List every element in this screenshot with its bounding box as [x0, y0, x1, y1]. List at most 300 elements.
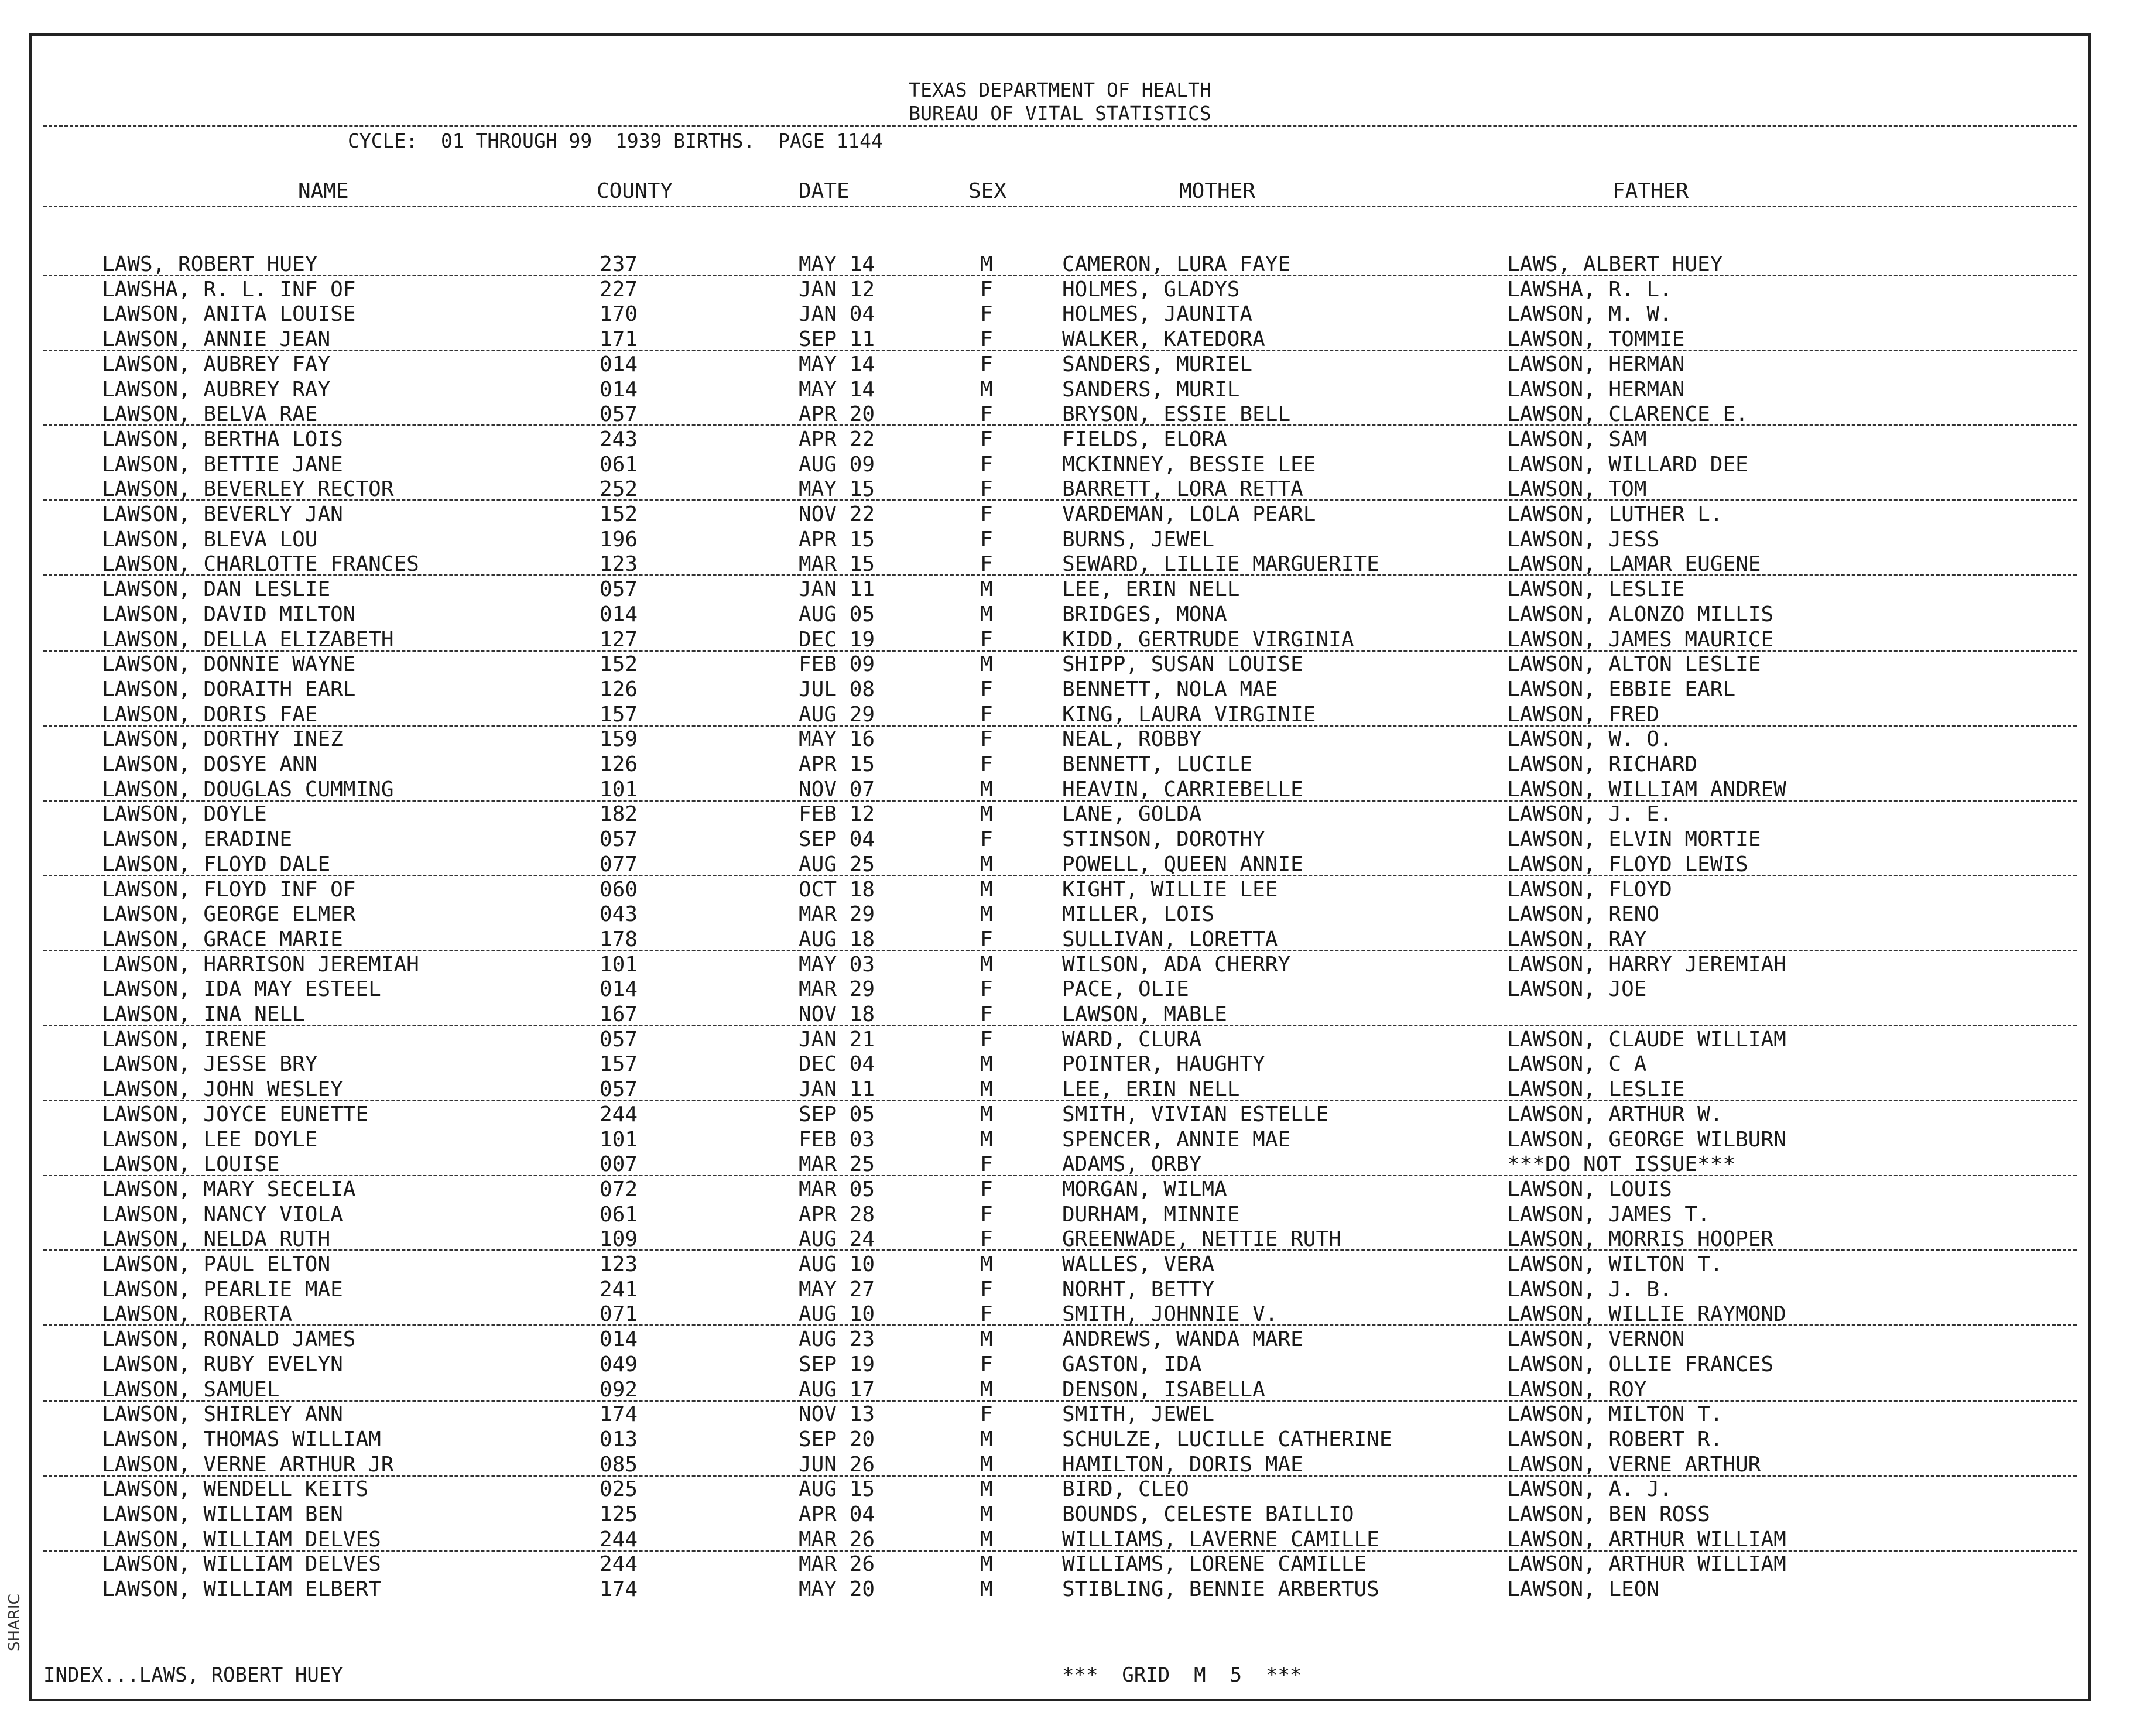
record-county: 057: [600, 1077, 638, 1102]
record-father: LAWSON, LEON: [1507, 1577, 1660, 1602]
record-row: [32, 577, 2088, 602]
record-group-divider: [43, 1025, 2077, 1026]
record-county: 159: [600, 727, 638, 752]
record-county: 061: [600, 452, 638, 477]
record-mother: GREENWADE, NETTIE RUTH: [1062, 1227, 1341, 1252]
record-father: LAWS, ALBERT HUEY: [1507, 252, 1723, 276]
record-name: LAWSHA, R. L. INF OF: [102, 277, 356, 302]
record-row: [32, 1378, 2088, 1402]
record-name: LAWSON, WENDELL KEITS: [102, 1477, 369, 1502]
record-mother: BRIDGES, MONA: [1062, 602, 1227, 626]
record-father: LAWSON, CLARENCE E.: [1507, 402, 1748, 427]
record-mother: LANE, GOLDA: [1062, 802, 1202, 827]
record-date: APR 15: [799, 527, 875, 552]
record-sex: M: [980, 877, 993, 902]
record-mother: ADAMS, ORBY: [1062, 1152, 1202, 1177]
record-row: [32, 1278, 2088, 1302]
record-group-divider: [43, 1249, 2077, 1251]
record-father: LAWSON, ROY: [1507, 1377, 1647, 1402]
record-row: [32, 827, 2088, 852]
record-group-divider: [43, 499, 2077, 501]
record-father: LAWSON, OLLIE FRANCES: [1507, 1352, 1774, 1377]
record-county: 170: [600, 302, 638, 327]
side-label: SHARIC: [6, 1594, 23, 1651]
record-county: 077: [600, 852, 638, 876]
record-group-divider: [43, 350, 2077, 351]
record-county: 101: [600, 777, 638, 802]
record-date: APR 22: [799, 427, 875, 451]
record-county: 025: [600, 1477, 638, 1502]
record-group-divider: [43, 574, 2077, 576]
record-mother: SMITH, VIVIAN ESTELLE: [1062, 1102, 1329, 1126]
record-county: 014: [600, 977, 638, 1002]
record-mother: FIELDS, ELORA: [1062, 427, 1227, 451]
record-sex: F: [980, 1402, 993, 1427]
record-date: JUN 26: [799, 1452, 875, 1477]
grid-footer: *** GRID M 5 ***: [1062, 1663, 1302, 1687]
record-name: LAWSON, BERTHA LOIS: [102, 427, 343, 451]
record-row: [32, 1552, 2088, 1577]
record-father: LAWSON, JAMES MAURICE: [1507, 627, 1774, 652]
record-sex: M: [980, 1502, 993, 1526]
record-sex: M: [980, 1077, 993, 1102]
record-mother: WILLIAMS, LORENE CAMILLE: [1062, 1552, 1367, 1577]
record-row: [32, 1453, 2088, 1477]
bureau-title: BUREAU OF VITAL STATISTICS: [909, 102, 1211, 125]
record-name: LAWSON, WILLIAM BEN: [102, 1502, 343, 1526]
record-mother: SCHULZE, LUCILLE CATHERINE: [1062, 1427, 1392, 1451]
record-county: 014: [600, 377, 638, 402]
record-group-divider: [43, 800, 2077, 802]
record-date: DEC 04: [799, 1052, 875, 1077]
record-row: [32, 953, 2088, 977]
record-sex: M: [980, 1577, 993, 1602]
record-date: SEP 04: [799, 827, 875, 852]
record-sex: M: [980, 652, 993, 677]
record-name: LAWSON, DORIS FAE: [102, 702, 318, 727]
record-father: LAWSON, MILTON T.: [1507, 1402, 1723, 1427]
birth-records-list: [32, 36, 2088, 1699]
record-sex: M: [980, 1452, 993, 1477]
record-county: 060: [600, 877, 638, 902]
record-county: 085: [600, 1452, 638, 1477]
record-county: 057: [600, 402, 638, 427]
record-sex: F: [980, 727, 993, 752]
record-sex: F: [980, 677, 993, 701]
cycle-line: CYCLE: 01 THROUGH 99 1939 BIRTHS. PAGE 1144: [348, 129, 883, 152]
record-name: LAWSON, BEVERLEY RECTOR: [102, 477, 394, 502]
record-name: LAWSON, SAMUEL: [102, 1377, 280, 1402]
record-mother: VARDEMAN, LOLA PEARL: [1062, 502, 1316, 526]
record-name: LAWSON, DAVID MILTON: [102, 602, 356, 626]
record-mother: BRYSON, ESSIE BELL: [1062, 402, 1291, 427]
record-group-divider: [43, 650, 2077, 652]
record-group-divider: [43, 1324, 2077, 1326]
record-father: LAWSON, J. B.: [1507, 1277, 1672, 1302]
record-mother: SANDERS, MURIEL: [1062, 352, 1253, 376]
record-name: LAWSON, WILLIAM DELVES: [102, 1527, 381, 1552]
record-name: LAWSON, DOSYE ANN: [102, 752, 318, 776]
record-name: LAWSON, VERNE ARTHUR JR: [102, 1452, 394, 1477]
record-date: MAY 14: [799, 252, 875, 276]
record-date: AUG 09: [799, 452, 875, 477]
record-father: LAWSON, JAMES T.: [1507, 1202, 1710, 1227]
record-name: LAWSON, BELVA RAE: [102, 402, 318, 427]
record-row: [32, 1577, 2088, 1602]
record-date: MAY 16: [799, 727, 875, 752]
record-father: LAWSON, LUTHER L.: [1507, 502, 1723, 526]
record-date: JAN 04: [799, 302, 875, 327]
record-name: LAWSON, SHIRLEY ANN: [102, 1402, 343, 1427]
record-row: [32, 453, 2088, 477]
record-sex: M: [980, 852, 993, 876]
record-sex: M: [980, 1327, 993, 1352]
record-name: LAWSON, GRACE MARIE: [102, 927, 343, 951]
record-name: LAWSON, LEE DOYLE: [102, 1127, 318, 1152]
record-date: AUG 29: [799, 702, 875, 727]
record-father: LAWSON, MORRIS HOOPER: [1507, 1227, 1774, 1252]
record-date: NOV 07: [799, 777, 875, 802]
record-row: [32, 1177, 2088, 1202]
record-row: [32, 802, 2088, 827]
record-mother: KING, LAURA VIRGINIE: [1062, 702, 1316, 727]
record-name: LAWSON, DORTHY INEZ: [102, 727, 343, 752]
record-name: LAWSON, NELDA RUTH: [102, 1227, 331, 1252]
column-header-mother: MOTHER: [1179, 179, 1256, 203]
record-row: [32, 878, 2088, 902]
record-county: 241: [600, 1277, 638, 1302]
record-mother: SMITH, JEWEL: [1062, 1402, 1215, 1427]
record-row: [32, 752, 2088, 777]
record-name: LAWSON, ROBERTA: [102, 1302, 293, 1327]
record-county: 071: [600, 1302, 638, 1327]
record-sex: F: [980, 402, 993, 427]
record-group-divider: [43, 275, 2077, 276]
record-sex: F: [980, 1302, 993, 1327]
record-sex: F: [980, 552, 993, 577]
record-mother: BARRETT, LORA RETTA: [1062, 477, 1303, 502]
record-mother: PACE, OLIE: [1062, 977, 1189, 1002]
record-county: 125: [600, 1502, 638, 1526]
record-father: LAWSON, EBBIE EARL: [1507, 677, 1736, 701]
record-name: LAWSON, DOYLE: [102, 802, 267, 827]
record-date: AUG 10: [799, 1252, 875, 1276]
record-sex: M: [980, 802, 993, 827]
record-name: LAWSON, IDA MAY ESTEEL: [102, 977, 381, 1002]
record-name: LAWSON, JESSE BRY: [102, 1052, 318, 1077]
record-date: AUG 18: [799, 927, 875, 951]
record-mother: STIBLING, BENNIE ARBERTUS: [1062, 1577, 1379, 1602]
record-mother: HAMILTON, DORIS MAE: [1062, 1452, 1303, 1477]
record-sex: M: [980, 1102, 993, 1126]
record-date: SEP 11: [799, 327, 875, 352]
record-mother: MORGAN, WILMA: [1062, 1177, 1227, 1201]
record-group-divider: [43, 1550, 2077, 1552]
record-father: LAWSON, ALONZO MILLIS: [1507, 602, 1774, 626]
record-row: [32, 1002, 2088, 1027]
record-date: FEB 03: [799, 1127, 875, 1152]
record-name: LAWSON, AUBREY RAY: [102, 377, 331, 402]
record-mother: LEE, ERIN NELL: [1062, 577, 1240, 602]
record-father: LAWSON, WILLIAM ANDREW: [1507, 777, 1786, 802]
record-name: LAWSON, THOMAS WILLIAM: [102, 1427, 381, 1451]
record-date: SEP 05: [799, 1102, 875, 1126]
record-sex: F: [980, 927, 993, 951]
record-sex: F: [980, 1002, 993, 1026]
record-county: 014: [600, 602, 638, 626]
record-sex: M: [980, 602, 993, 626]
record-row: [32, 252, 2088, 277]
record-father: LAWSON, HERMAN: [1507, 377, 1685, 402]
record-row: [32, 402, 2088, 427]
record-county: 244: [600, 1102, 638, 1126]
record-date: MAR 05: [799, 1177, 875, 1201]
record-name: LAWSON, DAN LESLIE: [102, 577, 331, 602]
record-date: APR 20: [799, 402, 875, 427]
record-date: AUG 17: [799, 1377, 875, 1402]
record-sex: M: [980, 952, 993, 977]
record-father: LAWSON, ELVIN MORTIE: [1507, 827, 1761, 852]
record-date: NOV 22: [799, 502, 875, 526]
record-county: 157: [600, 702, 638, 727]
record-row: [32, 977, 2088, 1002]
record-mother: NORHT, BETTY: [1062, 1277, 1215, 1302]
record-name: LAWSON, PAUL ELTON: [102, 1252, 331, 1276]
record-county: 178: [600, 927, 638, 951]
record-father: ***DO NOT ISSUE***: [1507, 1152, 1736, 1177]
record-group-divider: [43, 950, 2077, 951]
record-date: OCT 18: [799, 877, 875, 902]
record-father: LAWSON, TOMMIE: [1507, 327, 1685, 352]
record-row: [32, 1128, 2088, 1152]
record-name: LAWSON, RUBY EVELYN: [102, 1352, 343, 1377]
record-sex: M: [980, 902, 993, 927]
record-sex: M: [980, 1252, 993, 1276]
record-row: [32, 552, 2088, 577]
record-date: JAN 12: [799, 277, 875, 302]
record-mother: WALLES, VERA: [1062, 1252, 1215, 1276]
record-date: AUG 25: [799, 852, 875, 876]
record-father: LAWSON, VERNE ARTHUR: [1507, 1452, 1761, 1477]
column-header-date: DATE: [799, 179, 850, 203]
record-date: MAR 29: [799, 977, 875, 1002]
record-date: FEB 12: [799, 802, 875, 827]
record-date: FEB 09: [799, 652, 875, 677]
record-mother: WALKER, KATEDORA: [1062, 327, 1265, 352]
record-county: 057: [600, 577, 638, 602]
record-mother: LEE, ERIN NELL: [1062, 1077, 1240, 1102]
record-row: [32, 528, 2088, 552]
record-father: LAWSON, ARTHUR WILLIAM: [1507, 1527, 1786, 1552]
record-name: LAWSON, GEORGE ELMER: [102, 902, 356, 927]
record-county: 244: [600, 1527, 638, 1552]
record-date: MAR 15: [799, 552, 875, 577]
record-father: LAWSON, ROBERT R.: [1507, 1427, 1723, 1451]
record-father: LAWSON, SAM: [1507, 427, 1647, 451]
record-name: LAWS, ROBERT HUEY: [102, 252, 318, 276]
record-county: 101: [600, 1127, 638, 1152]
record-sex: M: [980, 1427, 993, 1451]
record-date: MAY 14: [799, 352, 875, 376]
record-row: [32, 1203, 2088, 1227]
record-sex: F: [980, 1227, 993, 1252]
record-date: SEP 19: [799, 1352, 875, 1377]
record-sex: F: [980, 827, 993, 852]
record-mother: KIGHT, WILLIE LEE: [1062, 877, 1278, 902]
record-group-divider: [43, 1100, 2077, 1101]
record-sex: F: [980, 1352, 993, 1377]
record-father: LAWSON, LAMAR EUGENE: [1507, 552, 1761, 577]
record-row: [32, 1477, 2088, 1502]
record-father: LAWSON, TOM: [1507, 477, 1647, 502]
record-row: [32, 352, 2088, 377]
record-date: JAN 11: [799, 577, 875, 602]
record-mother: GASTON, IDA: [1062, 1352, 1202, 1377]
record-sex: F: [980, 502, 993, 526]
record-mother: LAWSON, MABLE: [1062, 1002, 1227, 1026]
column-header-father: FATHER: [1612, 179, 1689, 203]
record-mother: SULLIVAN, LORETTA: [1062, 927, 1278, 951]
record-row: [32, 902, 2088, 927]
record-sex: F: [980, 352, 993, 376]
record-date: APR 15: [799, 752, 875, 776]
record-county: 182: [600, 802, 638, 827]
record-name: LAWSON, DONNIE WAYNE: [102, 652, 356, 677]
record-name: LAWSON, DORAITH EARL: [102, 677, 356, 701]
record-father: LAWSHA, R. L.: [1507, 277, 1672, 302]
record-row: [32, 1352, 2088, 1377]
record-father: LAWSON, C A: [1507, 1052, 1647, 1077]
record-name: LAWSON, FLOYD DALE: [102, 852, 331, 876]
record-name: LAWSON, JOHN WESLEY: [102, 1077, 343, 1102]
record-row: [32, 378, 2088, 402]
record-father: LAWSON, HERMAN: [1507, 352, 1685, 376]
record-name: LAWSON, WILLIAM DELVES: [102, 1552, 381, 1577]
record-county: 049: [600, 1352, 638, 1377]
record-row: [32, 1077, 2088, 1102]
record-father: LAWSON, FLOYD: [1507, 877, 1672, 902]
record-county: 252: [600, 477, 638, 502]
record-mother: BENNETT, LUCILE: [1062, 752, 1253, 776]
record-date: MAR 29: [799, 902, 875, 927]
record-date: APR 28: [799, 1202, 875, 1227]
record-sex: F: [980, 627, 993, 652]
record-name: LAWSON, MARY SECELIA: [102, 1177, 356, 1201]
record-name: LAWSON, BETTIE JANE: [102, 452, 343, 477]
record-row: [32, 778, 2088, 802]
record-mother: BURNS, JEWEL: [1062, 527, 1215, 552]
record-county: 014: [600, 1327, 638, 1352]
record-group-divider: [43, 1175, 2077, 1176]
record-mother: SHIPP, SUSAN LOUISE: [1062, 652, 1303, 677]
record-mother: MCKINNEY, BESSIE LEE: [1062, 452, 1316, 477]
record-county: 196: [600, 527, 638, 552]
record-row: [32, 1302, 2088, 1327]
record-sex: F: [980, 302, 993, 327]
record-row: [32, 1028, 2088, 1052]
record-mother: SPENCER, ANNIE MAE: [1062, 1127, 1291, 1152]
record-father: LAWSON, JOE: [1507, 977, 1647, 1002]
record-sex: F: [980, 977, 993, 1002]
record-mother: HOLMES, JAUNITA: [1062, 302, 1253, 327]
record-row: [32, 278, 2088, 302]
record-row: [32, 927, 2088, 952]
record-sex: M: [980, 1477, 993, 1502]
record-name: LAWSON, INA NELL: [102, 1002, 305, 1026]
record-name: LAWSON, DELLA ELIZABETH: [102, 627, 394, 652]
record-page-frame: [29, 33, 2091, 1701]
record-father: LAWSON, WILLIE RAYMOND: [1507, 1302, 1786, 1327]
record-date: MAY 27: [799, 1277, 875, 1302]
record-father: LAWSON, ALTON LESLIE: [1507, 652, 1761, 677]
record-name: LAWSON, BEVERLY JAN: [102, 502, 343, 526]
record-father: LAWSON, W. O.: [1507, 727, 1672, 752]
record-date: JAN 21: [799, 1027, 875, 1052]
record-row: [32, 1327, 2088, 1352]
record-row: [32, 302, 2088, 327]
record-county: 244: [600, 1552, 638, 1577]
record-date: SEP 20: [799, 1427, 875, 1451]
record-row: [32, 602, 2088, 627]
record-row: [32, 1252, 2088, 1277]
record-sex: M: [980, 1377, 993, 1402]
record-date: AUG 10: [799, 1302, 875, 1327]
record-father: LAWSON, A. J.: [1507, 1477, 1672, 1502]
record-row: [32, 1528, 2088, 1552]
record-sex: F: [980, 1202, 993, 1227]
record-father: LAWSON, LOUIS: [1507, 1177, 1672, 1201]
record-county: 007: [600, 1152, 638, 1177]
record-father: LAWSON, BEN ROSS: [1507, 1502, 1710, 1526]
record-row: [32, 1502, 2088, 1527]
record-county: 237: [600, 252, 638, 276]
record-mother: STINSON, DOROTHY: [1062, 827, 1265, 852]
record-row: [32, 327, 2088, 352]
record-father: LAWSON, LESLIE: [1507, 577, 1685, 602]
record-county: 061: [600, 1202, 638, 1227]
record-mother: SEWARD, LILLIE MARGUERITE: [1062, 552, 1379, 577]
record-father: LAWSON, RICHARD: [1507, 752, 1698, 776]
record-county: 123: [600, 552, 638, 577]
record-row: [32, 427, 2088, 452]
record-county: 174: [600, 1577, 638, 1602]
record-name: LAWSON, ANITA LOUISE: [102, 302, 356, 327]
record-date: APR 04: [799, 1502, 875, 1526]
record-name: LAWSON, IRENE: [102, 1027, 267, 1052]
record-row: [32, 477, 2088, 502]
record-mother: POINTER, HAUGHTY: [1062, 1052, 1265, 1077]
record-father: LAWSON, FLOYD LEWIS: [1507, 852, 1748, 876]
record-row: [32, 1227, 2088, 1252]
record-name: LAWSON, NANCY VIOLA: [102, 1202, 343, 1227]
record-sex: M: [980, 777, 993, 802]
record-name: LAWSON, PEARLIE MAE: [102, 1277, 343, 1302]
record-name: LAWSON, JOYCE EUNETTE: [102, 1102, 369, 1126]
record-row: [32, 628, 2088, 652]
record-county: 152: [600, 652, 638, 677]
record-name: LAWSON, WILLIAM ELBERT: [102, 1577, 381, 1602]
record-father: LAWSON, RENO: [1507, 902, 1660, 927]
record-father: LAWSON, ARTHUR W.: [1507, 1102, 1723, 1126]
record-county: 243: [600, 427, 638, 451]
record-row: [32, 1052, 2088, 1077]
record-mother: NEAL, ROBBY: [1062, 727, 1202, 752]
record-name: LAWSON, ANNIE JEAN: [102, 327, 331, 352]
record-sex: M: [980, 1127, 993, 1152]
record-date: MAY 14: [799, 377, 875, 402]
record-father: LAWSON, CLAUDE WILLIAM: [1507, 1027, 1786, 1052]
record-father: LAWSON, WILTON T.: [1507, 1252, 1723, 1276]
